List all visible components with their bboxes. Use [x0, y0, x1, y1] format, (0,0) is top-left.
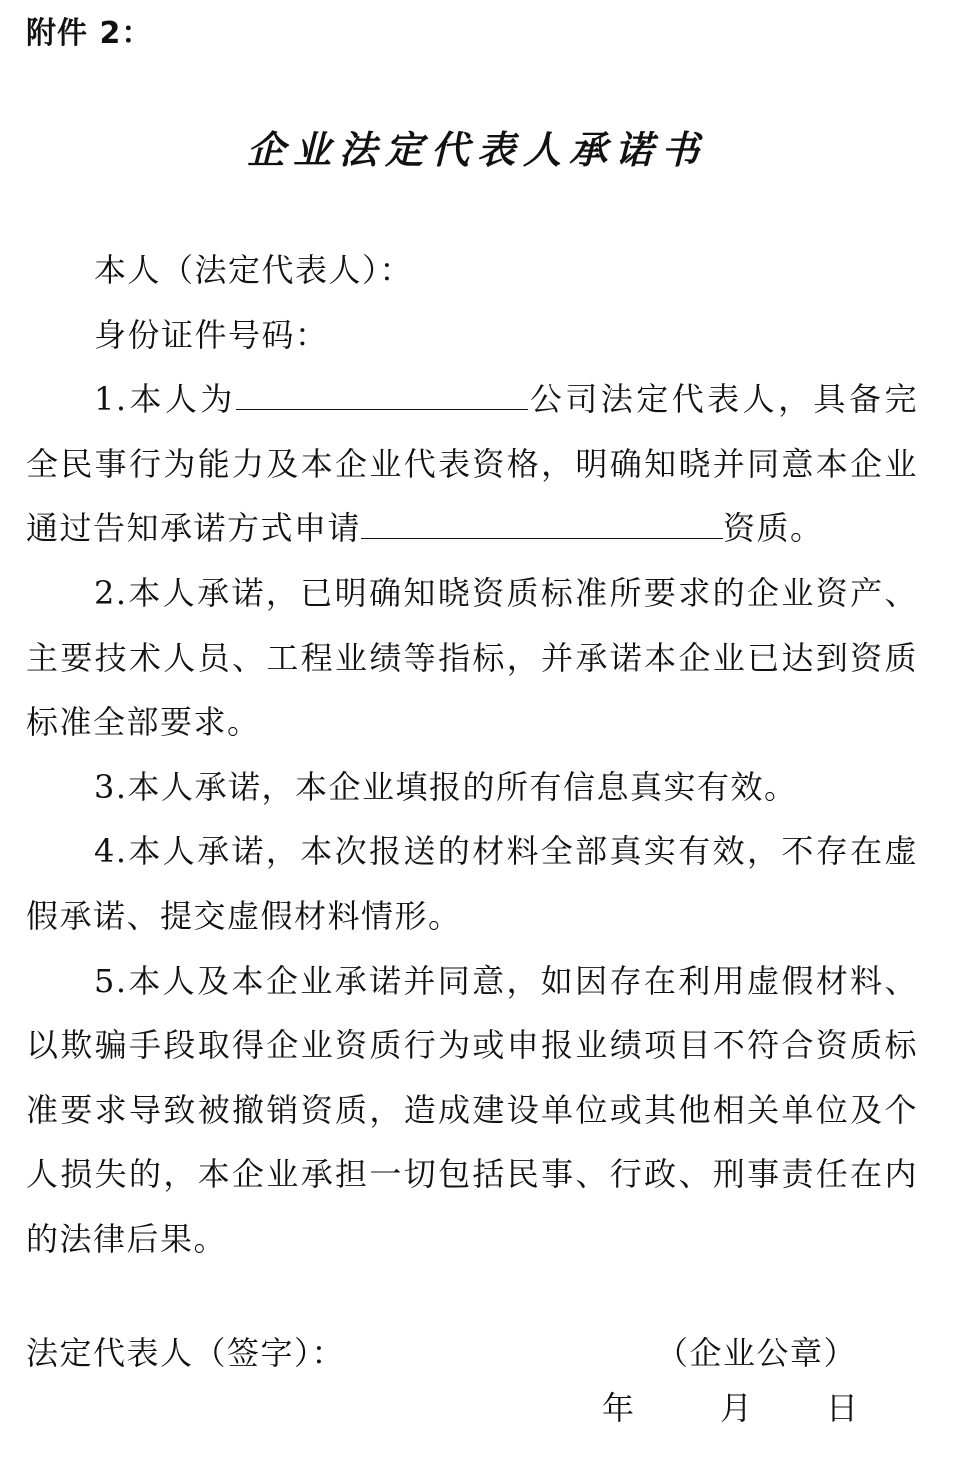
commitment-item-2: 2.本人承诺，已明确知晓资质标准所要求的企业资产、主要技术人员、工程业绩等指标，并承诺本企业已达到资质标准全部要求。: [26, 573, 918, 742]
date-month-label: 月: [720, 1389, 753, 1427]
document-body: [26, 238, 918, 1272]
item-1-prefix: 1.本人为: [94, 380, 236, 419]
date-year-label: 年: [602, 1389, 635, 1427]
id-number-line: 身份证件号码：: [94, 315, 329, 354]
company-seal-label: （企业公章）: [656, 1334, 858, 1372]
company-name-blank[interactable]: [236, 381, 528, 410]
legal-representative-line: 本人（法定代表人）：: [94, 251, 414, 289]
commitment-item-4: 4.本人承诺，本次报送的材料全部真实有效，不存在虚假承诺、提交虚假材料情形。: [26, 832, 918, 935]
representative-signature-label: 法定代表人（签字）：: [26, 1334, 346, 1372]
attachment-label: 附件 2：: [26, 16, 153, 51]
qualification-blank[interactable]: [361, 510, 723, 539]
commitment-item-1: [26, 367, 918, 561]
commitment-item-3: 3.本人承诺，本企业填报的所有信息真实有效。: [94, 767, 798, 806]
document-title: 企业法定代表人承诺书: [246, 127, 707, 172]
item-1-suffix: 资质。: [723, 509, 824, 548]
item-1-middle: 公司法定代表人，具备完全民事行为能力及本企业代表资格，明确知晓并同意本企业通过告知承诺方式申请: [26, 380, 918, 548]
date-day-label: 日: [826, 1389, 859, 1427]
commitment-item-5: 5.本人及本企业承诺并同意，如因存在利用虚假材料、以欺骗手段取得企业资质行为或申报业绩项目不符合资质标准要求导致被撤销资质，造成建设单位或其他相关单位及个人损失的，本企业承担一切包括民事、行政、刑事责任在内的法律后果。: [26, 961, 918, 1258]
